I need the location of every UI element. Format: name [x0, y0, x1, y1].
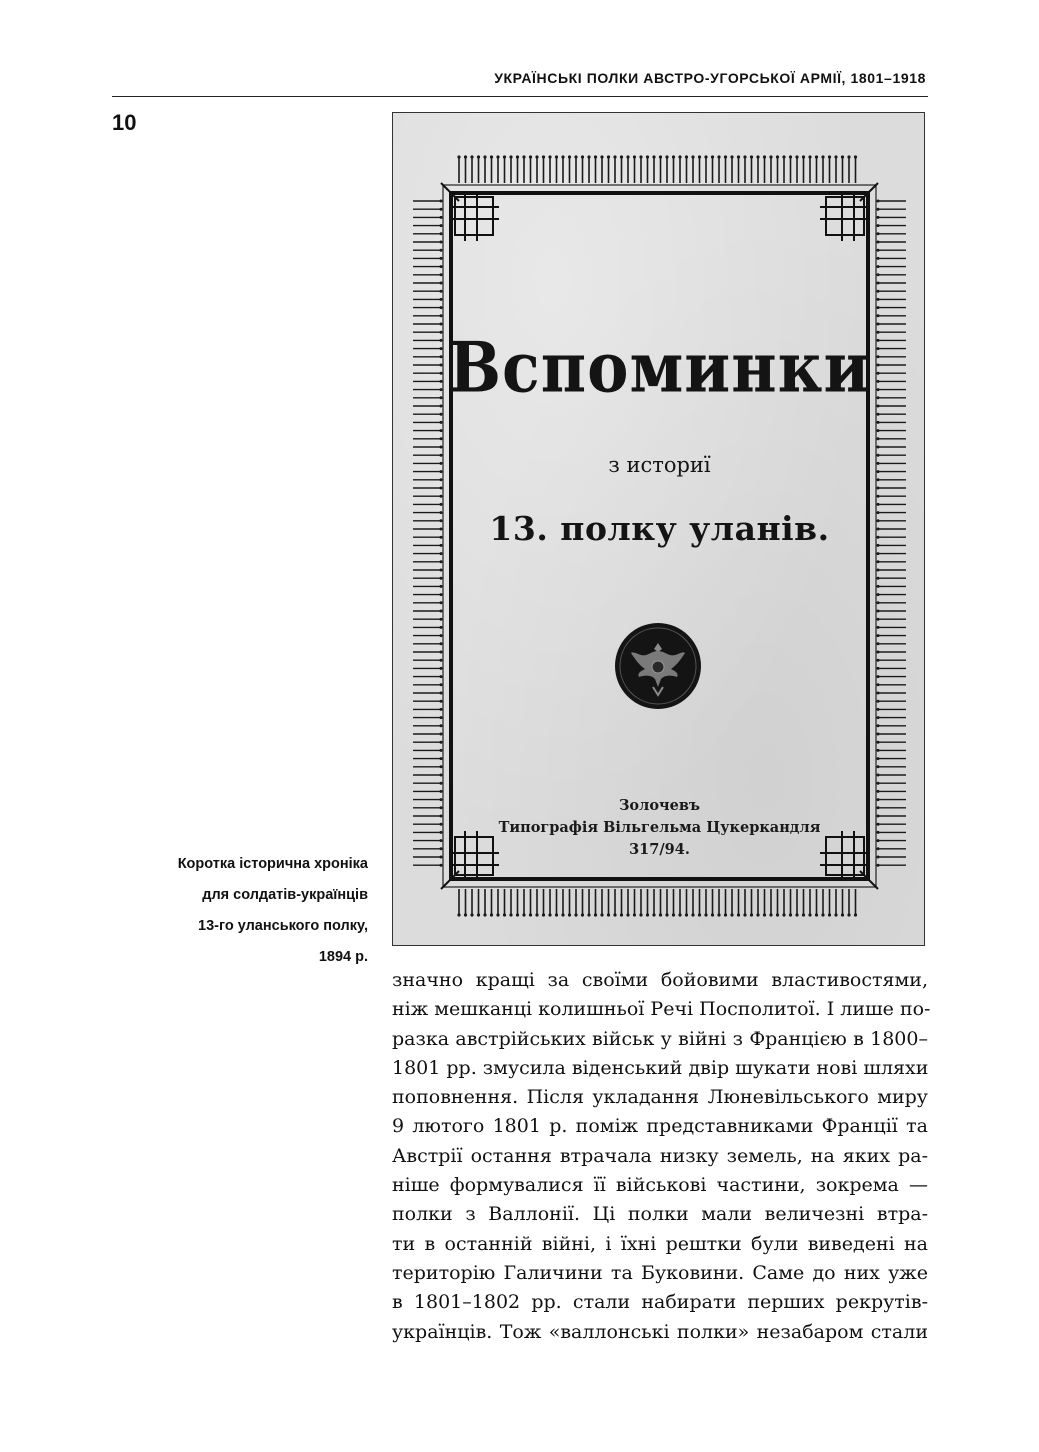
caption-line: Коротка історична хроніка: [177, 856, 368, 872]
page-number: 10: [112, 110, 137, 135]
body-text: [392, 966, 931, 1347]
imprint-city: Золочевъ: [618, 797, 701, 814]
body-line: 9 лютого 1801 р. поміж представниками Франції та: [392, 1115, 928, 1138]
body-line: 1801 рр. змусила віденський двір шукати нові шляхи: [392, 1056, 929, 1079]
cover-subtitle: з историї: [608, 453, 711, 477]
body-line: поповнення. Після укладання Люневільського миру: [392, 1086, 928, 1109]
body-line: в 1801–1802 рр. стали набирати перших рекрутів-: [392, 1291, 928, 1314]
cover-title: Вспоминки: [448, 326, 871, 409]
header-rule: [112, 96, 928, 97]
running-title: УКРАЇНСЬКІ ПОЛКИ АВСТРО-УГОРСЬКОЇ АРМІЇ, 1801–1918: [494, 70, 926, 86]
caption-line: 13-го уланського полку,: [198, 918, 368, 934]
body-line: значно кращі за своїми бойовими властивостями,: [392, 969, 928, 991]
caption-line: 1894 р.: [318, 949, 368, 965]
figure-caption: [112, 849, 368, 973]
body-line: ніше формувалися її військові частини, зокрема —: [392, 1174, 928, 1197]
double-headed-eagle-icon: [613, 621, 703, 711]
caption-line: для солдатів-українців: [202, 887, 368, 903]
body-line: Австрії остання втрачала низку земель, на яких ра-: [392, 1144, 928, 1167]
cover-regiment: 13. полку уланів.: [489, 509, 830, 548]
body-line: територію Галичини та Буковини. Саме до них уже: [392, 1261, 928, 1284]
cover-image: [392, 112, 925, 946]
body-line: ти в останній війні, і їхні рештки були виведені на: [392, 1232, 928, 1255]
body-line: разка австрійських військ у війні з Францією в 1800–: [392, 1027, 928, 1050]
imprint-number: 317/94.: [629, 841, 690, 858]
body-line: ніж мешканці колишньої Речі Посполитої. І лише по-: [392, 998, 931, 1021]
imprint-printer: Типографія Вільгельма Цукеркандля: [498, 819, 821, 836]
body-line: українців. Тож «валлонські полки» незабаром стали: [392, 1320, 928, 1343]
body-line: полки з Валлонії. Ці полки мали величезні втра-: [392, 1203, 928, 1226]
